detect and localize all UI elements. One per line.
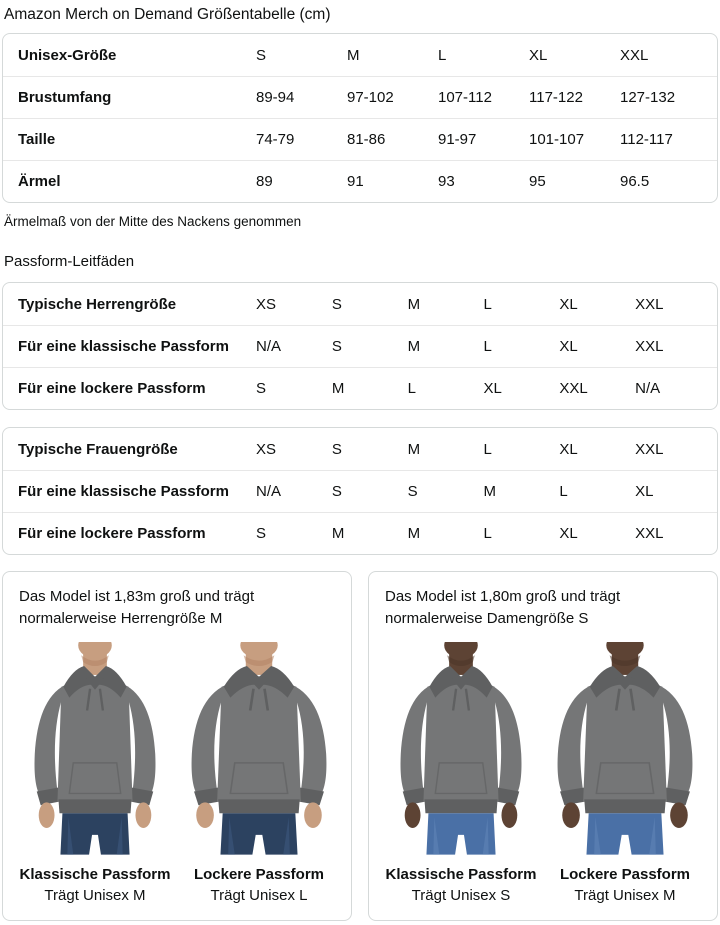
size-cell: L bbox=[483, 338, 492, 355]
model-cards bbox=[2, 571, 718, 921]
size-caption: Trägt Unisex L bbox=[210, 887, 308, 904]
size-cell: M bbox=[407, 440, 421, 458]
size-cell: L bbox=[559, 483, 568, 500]
measure-cell: 81-86 bbox=[347, 131, 386, 148]
size-cell: XXL bbox=[635, 525, 664, 542]
measure-cell: 91 bbox=[347, 173, 364, 190]
table-row bbox=[3, 76, 717, 118]
model-description: Das Model ist 1,83m groß und trägt normalerweise Herrengröße M bbox=[19, 588, 255, 627]
row-label: Brustumfang bbox=[18, 89, 112, 106]
size-cell: N/A bbox=[256, 483, 282, 500]
size-caption: Trägt Unisex S bbox=[411, 887, 511, 904]
size-cell: S bbox=[407, 483, 418, 500]
row-label: Typische Herrengröße bbox=[18, 295, 177, 313]
size-cell: XXL bbox=[620, 46, 649, 64]
size-cell: L bbox=[483, 295, 492, 313]
size-cell: XS bbox=[256, 295, 277, 313]
size-cell: L bbox=[438, 46, 447, 64]
size-cell: L bbox=[407, 380, 416, 397]
size-cell: S bbox=[331, 295, 342, 313]
measure-cell: 117-122 bbox=[529, 89, 583, 106]
size-cell: S bbox=[331, 440, 342, 458]
womens-model-card bbox=[368, 571, 718, 921]
table-row bbox=[3, 283, 717, 325]
page-title: Amazon Merch on Demand Größentabelle (cm) bbox=[4, 6, 331, 23]
table-row bbox=[3, 118, 717, 160]
size-cell: M bbox=[331, 525, 345, 542]
size-cell: XL bbox=[559, 525, 578, 542]
size-cell: M bbox=[331, 380, 345, 397]
womens-fit-table bbox=[2, 427, 718, 555]
row-label: Unisex-Größe bbox=[18, 46, 117, 64]
mens-fit-table bbox=[2, 282, 718, 410]
row-label: Für eine lockere Passform bbox=[18, 380, 206, 397]
fit-guides-heading: Passform-Leitfäden bbox=[4, 253, 135, 270]
measure-cell: 97-102 bbox=[347, 89, 394, 106]
size-cell: XL bbox=[635, 483, 654, 500]
size-cell: XXL bbox=[635, 440, 664, 458]
row-label: Für eine klassische Passform bbox=[18, 483, 229, 500]
photo-loose-fit bbox=[543, 642, 707, 906]
female-model-loose-photo bbox=[546, 642, 704, 856]
size-cell: XL bbox=[483, 380, 502, 397]
table-row bbox=[3, 160, 717, 202]
fit-caption: Lockere Passform bbox=[559, 866, 691, 883]
size-cell: M bbox=[347, 46, 360, 64]
size-cell: S bbox=[331, 338, 342, 355]
size-cell: XL bbox=[559, 295, 578, 313]
row-label: Typische Frauengröße bbox=[18, 440, 178, 458]
unisex-size-table bbox=[2, 33, 718, 203]
measure-cell: 112-117 bbox=[620, 131, 673, 148]
measure-cell: 107-112 bbox=[438, 89, 492, 106]
table-row bbox=[3, 367, 717, 409]
fit-caption: Klassische Passform bbox=[19, 866, 171, 883]
row-label: Für eine lockere Passform bbox=[18, 525, 206, 542]
measure-cell: 89-94 bbox=[256, 89, 295, 106]
male-model-classic-photo bbox=[16, 642, 174, 856]
measure-cell: 96.5 bbox=[620, 173, 650, 190]
measure-cell: 95 bbox=[529, 173, 546, 190]
measure-cell: 74-79 bbox=[256, 131, 295, 148]
measure-cell: 101-107 bbox=[529, 131, 585, 148]
size-cell: M bbox=[407, 295, 421, 313]
female-model-classic-photo bbox=[382, 642, 540, 856]
size-cell: XXL bbox=[559, 380, 588, 397]
size-cell: M bbox=[483, 483, 496, 500]
size-caption: Trägt Unisex M bbox=[574, 887, 676, 904]
size-cell: XL bbox=[559, 440, 578, 458]
table-row bbox=[3, 512, 717, 554]
size-cell: S bbox=[256, 525, 267, 542]
size-cell: XS bbox=[256, 440, 277, 458]
size-cell: S bbox=[256, 380, 267, 397]
measure-cell: 91-97 bbox=[438, 131, 477, 148]
size-cell: XXL bbox=[635, 338, 664, 355]
size-cell: L bbox=[483, 440, 492, 458]
measure-cell: 89 bbox=[256, 173, 273, 190]
fit-caption: Klassische Passform bbox=[385, 866, 537, 883]
size-cell: XL bbox=[559, 338, 578, 355]
sleeve-measure-note: Ärmelmaß von der Mitte des Nackens genommen bbox=[4, 214, 302, 229]
row-label: Für eine klassische Passform bbox=[18, 338, 229, 355]
photo-classic-fit bbox=[13, 642, 177, 906]
mens-model-card bbox=[2, 571, 352, 921]
table-row bbox=[3, 428, 717, 470]
photo-classic-fit bbox=[379, 642, 543, 906]
table-row bbox=[3, 470, 717, 512]
model-description: Das Model ist 1,80m groß und trägt normalerweise Damengröße S bbox=[385, 588, 621, 627]
fit-caption: Lockere Passform bbox=[193, 866, 325, 883]
male-model-loose-photo bbox=[180, 642, 338, 856]
size-cell: S bbox=[331, 483, 342, 500]
size-cell: L bbox=[483, 525, 492, 542]
size-cell: S bbox=[256, 46, 267, 64]
size-cell: XXL bbox=[635, 295, 664, 313]
table-header-row bbox=[3, 34, 717, 76]
row-label: Taille bbox=[18, 131, 56, 148]
size-cell: M bbox=[407, 338, 421, 355]
size-cell: M bbox=[407, 525, 421, 542]
size-cell: N/A bbox=[635, 380, 661, 397]
measure-cell: 93 bbox=[438, 173, 455, 190]
photo-loose-fit bbox=[177, 642, 341, 906]
size-caption: Trägt Unisex M bbox=[44, 887, 146, 904]
size-cell: XL bbox=[529, 46, 548, 64]
table-row bbox=[3, 325, 717, 367]
size-cell: N/A bbox=[256, 338, 282, 355]
measure-cell: 127-132 bbox=[620, 89, 676, 106]
row-label: Ärmel bbox=[18, 173, 61, 190]
